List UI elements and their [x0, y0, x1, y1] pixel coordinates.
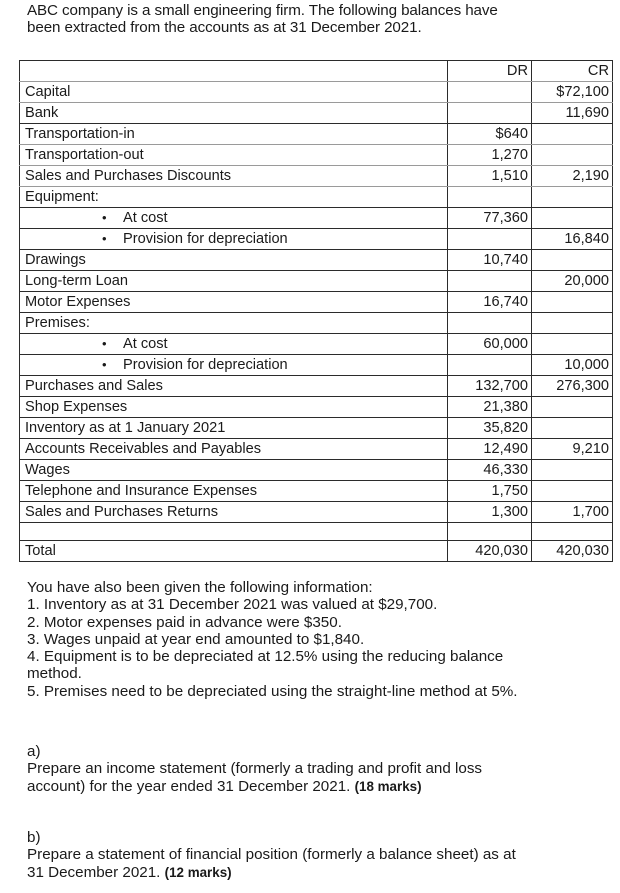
row-cr: 11,690	[532, 103, 613, 124]
bullet-icon: •	[102, 210, 107, 225]
row-dr: 21,380	[448, 397, 532, 418]
table-row	[20, 334, 613, 355]
row-label: Inventory as at 1 January 2021	[20, 418, 448, 439]
row-cr	[532, 145, 613, 166]
bullet-icon: •	[102, 231, 107, 246]
row-label: Accounts Receivables and Payables	[20, 439, 448, 460]
row-cr	[532, 187, 613, 208]
table-row	[20, 397, 613, 418]
row-dr: 60,000	[448, 334, 532, 355]
table-row	[20, 439, 613, 460]
header-cr: CR	[532, 61, 613, 82]
row-label: Bank	[20, 103, 448, 124]
table-row	[20, 355, 613, 376]
row-cr	[532, 313, 613, 334]
question-line-with-marks	[27, 864, 617, 881]
row-dr	[448, 82, 532, 103]
row-label: Provision for depreciation	[123, 231, 288, 247]
header-label	[20, 61, 448, 82]
table-row	[20, 271, 613, 292]
row-label: Provision for depreciation	[123, 357, 288, 373]
question-line-with-marks	[27, 778, 617, 795]
total-cr: 420,030	[532, 541, 613, 562]
row-dr: 1,510	[448, 166, 532, 187]
row-label-cell	[20, 355, 448, 376]
row-dr: 10,740	[448, 250, 532, 271]
row-cr	[532, 208, 613, 229]
row-dr: 1,300	[448, 502, 532, 523]
row-dr: 1,270	[448, 145, 532, 166]
table-header-row	[20, 61, 613, 82]
row-label: Transportation-in	[20, 124, 448, 145]
table-row	[20, 460, 613, 481]
table-row	[20, 418, 613, 439]
empty-cell	[532, 523, 613, 541]
row-dr	[448, 229, 532, 250]
question-line: Prepare an income statement (formerly a trading and profit and loss	[27, 760, 483, 778]
bullet-icon: •	[102, 357, 107, 372]
info-item-continuation: method.	[27, 665, 82, 683]
row-label-cell	[20, 229, 448, 250]
row-label: Wages	[20, 460, 448, 481]
empty-cell	[448, 523, 532, 541]
row-dr	[448, 271, 532, 292]
bullet-icon: •	[102, 336, 107, 351]
row-dr	[448, 187, 532, 208]
question-label: b)	[27, 829, 41, 846]
question-a	[27, 743, 617, 795]
table-row	[20, 502, 613, 523]
row-dr: 16,740	[448, 292, 532, 313]
row-dr	[448, 103, 532, 124]
intro-line-1: ABC company is a small engineering firm. The following balances have	[27, 2, 498, 19]
row-label: At cost	[123, 336, 168, 352]
empty-cell	[20, 523, 448, 541]
table-row	[20, 103, 613, 124]
table-row	[20, 481, 613, 502]
table-row	[20, 229, 613, 250]
info-item: 5. Premises need to be depreciated using the straight-line method at 5%.	[27, 682, 518, 700]
row-dr: $640	[448, 124, 532, 145]
row-label: Long-term Loan	[20, 271, 448, 292]
row-label-cell	[20, 334, 448, 355]
table-row	[20, 82, 613, 103]
trial-balance-table	[19, 60, 613, 562]
row-cr: 1,700	[532, 502, 613, 523]
table-row	[20, 313, 613, 334]
row-dr: 35,820	[448, 418, 532, 439]
row-cr	[532, 250, 613, 271]
row-cr	[532, 460, 613, 481]
row-dr: 132,700	[448, 376, 532, 397]
row-label: Purchases and Sales	[20, 376, 448, 397]
row-dr	[448, 313, 532, 334]
table-row	[20, 124, 613, 145]
row-label: Motor Expenses	[20, 292, 448, 313]
row-dr	[448, 355, 532, 376]
row-label: Equipment:	[20, 187, 448, 208]
row-dr: 1,750	[448, 481, 532, 502]
additional-information	[27, 579, 617, 700]
row-cr: 16,840	[532, 229, 613, 250]
question-label: a)	[27, 743, 41, 760]
row-label: Drawings	[20, 250, 448, 271]
row-label: Transportation-out	[20, 145, 448, 166]
question-b	[27, 829, 617, 881]
table-row	[20, 376, 613, 397]
row-cr	[532, 481, 613, 502]
row-label-cell	[20, 208, 448, 229]
table-row	[20, 145, 613, 166]
row-cr: 9,210	[532, 439, 613, 460]
info-item: 3. Wages unpaid at year end amounted to $1,840.	[27, 630, 365, 648]
row-cr	[532, 397, 613, 418]
row-dr: 12,490	[448, 439, 532, 460]
question-line: 31 December 2021.	[27, 863, 165, 881]
row-dr: 46,330	[448, 460, 532, 481]
question-line: account) for the year ended 31 December 2021.	[27, 777, 355, 795]
total-label: Total	[20, 541, 448, 562]
info-item: 4. Equipment is to be depreciated at 12.5% using the reducing balance	[27, 648, 504, 666]
table-row	[20, 187, 613, 208]
table-row	[20, 166, 613, 187]
info-heading: You have also been given the following information:	[27, 579, 373, 596]
row-label: Sales and Purchases Returns	[20, 502, 448, 523]
total-dr: 420,030	[448, 541, 532, 562]
info-item: 1. Inventory as at 31 December 2021 was valued at $29,700.	[27, 596, 438, 614]
row-dr: 77,360	[448, 208, 532, 229]
row-label: Sales and Purchases Discounts	[20, 166, 448, 187]
row-cr: 10,000	[532, 355, 613, 376]
question-line: Prepare a statement of financial position (formerly a balance sheet) as at	[27, 846, 516, 864]
row-cr	[532, 292, 613, 313]
row-label: Premises:	[20, 313, 448, 334]
empty-row	[20, 523, 613, 541]
marks-label: (18 marks)	[354, 778, 422, 794]
table-row	[20, 250, 613, 271]
header-dr: DR	[448, 61, 532, 82]
row-label: Capital	[20, 82, 448, 103]
table-row	[20, 292, 613, 313]
row-cr	[532, 124, 613, 145]
row-cr: 2,190	[532, 166, 613, 187]
row-label: Shop Expenses	[20, 397, 448, 418]
row-label: Telephone and Insurance Expenses	[20, 481, 448, 502]
intro-paragraph	[27, 2, 617, 36]
row-cr: 20,000	[532, 271, 613, 292]
row-cr: 276,300	[532, 376, 613, 397]
marks-label: (12 marks)	[164, 864, 232, 880]
row-cr	[532, 418, 613, 439]
row-cr	[532, 334, 613, 355]
row-label: At cost	[123, 210, 168, 226]
table-row	[20, 208, 613, 229]
total-row	[20, 541, 613, 562]
info-item: 2. Motor expenses paid in advance were $350.	[27, 613, 342, 631]
intro-line-2: been extracted from the accounts as at 31 December 2021.	[27, 19, 422, 36]
row-cr: $72,100	[532, 82, 613, 103]
